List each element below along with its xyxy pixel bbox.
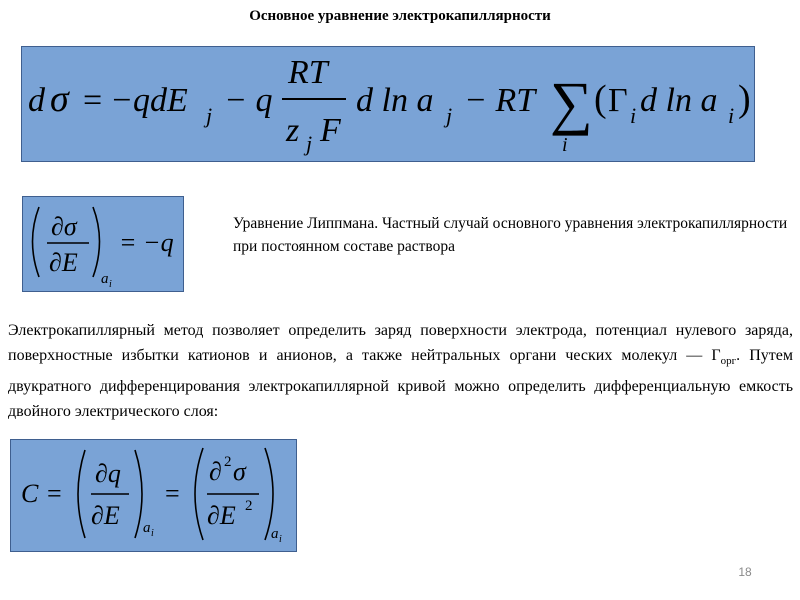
eq-equals: = — [83, 82, 103, 119]
paragraph-gamma-sub: орг — [720, 355, 737, 368]
eq-d: d — [28, 82, 45, 119]
lippmann-rhs: = −q — [119, 228, 174, 257]
lippmann-paren-right — [93, 207, 100, 277]
cap-paren2-left — [195, 448, 203, 540]
main-equation-box — [21, 46, 755, 162]
eq-sub-i1: i — [630, 103, 637, 128]
cap-eq1: = — [47, 479, 62, 508]
capacitance-equation-box — [10, 439, 297, 552]
eq-sub-j1: j — [206, 103, 213, 128]
paragraph-text-2: . Путем двукратного дифференцирования электрокапиллярной кривой можно определить дифференциальную емкость двойного электрического слоя: — [8, 347, 794, 421]
eq-gamma: Γ — [608, 82, 628, 119]
lippmann-equation — [23, 197, 183, 291]
eq-paren-open: ( — [594, 78, 607, 120]
cap-paren1-left — [78, 450, 85, 538]
lippmann-num: ∂σ — [51, 212, 77, 241]
cap-num1: ∂q — [95, 459, 121, 488]
cap-num2-sigma: σ — [233, 457, 246, 486]
slide-title: Основное уравнение электрокапиллярности — [249, 8, 551, 24]
cap-sub-i1: i — [151, 528, 154, 539]
cap-den2-sup: 2 — [245, 498, 253, 514]
cap-num2-sup: 2 — [224, 454, 232, 470]
lippmann-sub-i: i — [109, 279, 112, 290]
method-paragraph — [8, 318, 793, 424]
capacitance-equation — [11, 440, 296, 551]
cap-num2-partial: ∂ — [209, 457, 222, 486]
cap-sub-a1: a — [143, 520, 151, 536]
cap-den2: ∂E — [207, 501, 236, 530]
eq-minus-rt: − RT — [464, 82, 536, 119]
page-number: 18 — [738, 565, 752, 579]
lippmann-paren-left — [33, 207, 40, 277]
lippmann-equation-box — [22, 196, 184, 292]
paragraph-text-1: Электрокапиллярный метод позволяет определить заряд поверхности электрода, потенциал нулевого заряда, поверхностные избытки катионов и анионов, а также нейтральных органи ческих молекул — Г — [8, 322, 793, 364]
lippmann-description: Уравнение Липпмана. Частный случай основного уравнения электрокапиллярности при постоянном составе раствора — [233, 215, 788, 255]
eq-term1: −qdE — [110, 82, 188, 119]
eq-dln2: d ln a — [640, 82, 718, 119]
lippmann-den: ∂E — [49, 248, 78, 277]
eq-dln: d ln a — [356, 82, 434, 119]
cap-sub-a2: a — [271, 526, 279, 542]
eq-minus-q: − q — [224, 82, 273, 119]
eq-frac-den-z: z — [286, 112, 300, 149]
cap-den1: ∂E — [91, 501, 120, 530]
eq-sum-index: i — [562, 134, 568, 156]
cap-eq2: = — [165, 479, 180, 508]
eq-sub-j2: j — [446, 103, 453, 128]
cap-C: C — [21, 479, 39, 508]
eq-sigma: σ — [50, 78, 69, 120]
eq-paren-close: ) — [738, 78, 751, 120]
cap-paren1-right — [135, 450, 142, 538]
lippmann-sub-a: a — [101, 271, 109, 287]
eq-sub-i2: i — [728, 103, 735, 128]
eq-frac-num: RT — [288, 54, 328, 91]
eq-sum: ∑ — [550, 70, 593, 136]
cap-sub-i2: i — [279, 534, 282, 545]
eq-frac-den-j: j — [306, 131, 313, 156]
main-equation — [22, 47, 754, 161]
eq-frac-den-F: F — [320, 112, 341, 149]
